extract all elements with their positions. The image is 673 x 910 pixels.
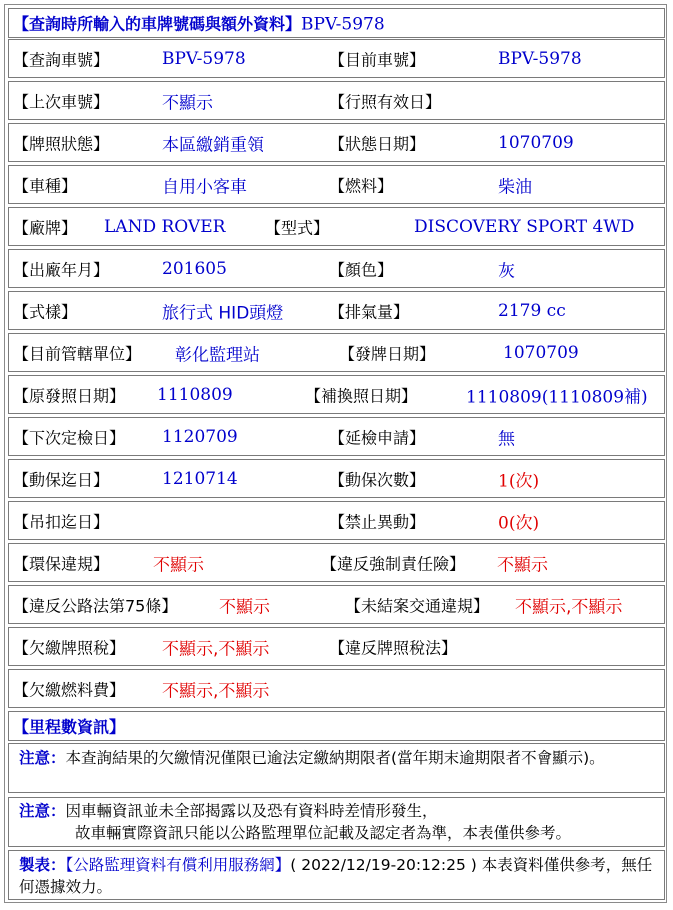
value-unpaid-fuel-fee: 不顯示,不顯示 (162, 681, 270, 701)
footer-box (8, 850, 665, 900)
label-unpaid-fuel-fee: 【欠繳燃料費】 (13, 680, 126, 699)
label-reissue-date: 【補換照日期】 (305, 386, 418, 405)
label-plate-status: 【牌照狀態】 (13, 134, 110, 153)
notice-box (8, 743, 665, 793)
value-plate-issue-date: 1070709 (503, 342, 579, 363)
table-row (8, 207, 665, 246)
value-next-inspection: 1120709 (162, 426, 238, 447)
label-status-date: 【狀態日期】 (329, 134, 426, 153)
value-previous-plate: 不顯示 (162, 93, 213, 113)
table-row (8, 417, 665, 456)
label-insurance-violation: 【違反強制責任險】 (321, 554, 466, 573)
table-row (8, 249, 665, 288)
value-jurisdiction: 彰化監理站 (175, 345, 260, 365)
disclaimer-box (8, 797, 665, 847)
label-open-traffic-violations: 【未結案交通違規】 (345, 596, 490, 615)
label-brand: 【廠牌】 (13, 218, 78, 237)
header-title (13, 12, 385, 35)
label-environmental-violation: 【環保違規】 (13, 554, 110, 573)
label-suspension-end-date: 【吊扣迄日】 (13, 512, 110, 531)
query-header (8, 8, 665, 38)
value-manufacture-date: 201605 (162, 258, 227, 279)
footer-text (19, 854, 658, 898)
label-color: 【顏色】 (329, 260, 394, 279)
value-fuel: 柴油 (498, 177, 532, 197)
value-color: 灰 (498, 261, 515, 281)
label-manufacture-date: 【出廠年月】 (13, 260, 110, 279)
label-transfer-ban: 【禁止異動】 (329, 512, 426, 531)
disclaimer-text (19, 800, 658, 844)
value-original-license-date: 1110809 (157, 384, 233, 405)
table-row (8, 543, 665, 582)
value-current-plate: BPV-5978 (498, 48, 582, 69)
value-body-style: 旅行式 HID頭燈 (162, 303, 284, 323)
table-row (8, 291, 665, 330)
label-vehicle-type: 【車種】 (13, 176, 78, 195)
label-current-plate: 【目前車號】 (329, 50, 426, 69)
label-jurisdiction: 【目前管轄單位】 (13, 344, 142, 363)
table-row (8, 165, 665, 204)
notice-label: 注意： (19, 749, 66, 767)
table-row (8, 81, 665, 120)
value-displacement: 2179 cc (498, 300, 566, 321)
value-vehicle-type: 自用小客車 (162, 177, 247, 197)
table-row (8, 585, 665, 624)
table-row (8, 501, 665, 540)
header-plate: BPV-5978 (301, 14, 385, 35)
value-brand: LAND ROVER (104, 216, 226, 237)
mileage-title: 【里程數資訊】 (13, 717, 126, 737)
label-previous-plate: 【上次車號】 (13, 92, 110, 111)
mileage-section (8, 711, 665, 741)
footer-timestamp-note: ( 2022/12/19-20:12:25 ) 本表資料僅供參考，無任何憑據效力。 (19, 856, 653, 896)
value-inspection-extension: 無 (498, 429, 515, 449)
value-lien-count: 1(次) (498, 471, 540, 491)
footer-service-name: 【公路監理資料有償利用服務網】 (65, 856, 291, 874)
value-environmental-violation: 不顯示 (153, 555, 204, 575)
label-plate-issue-date: 【發牌日期】 (339, 344, 436, 363)
disclaimer-line-2: 故車輛實際資訊只能以公路監理單位記載及認定者為準，本表僅供參考。 (75, 824, 572, 842)
label-body-style: 【式樣】 (13, 302, 78, 321)
value-open-traffic-violations: 不顯示,不顯示 (515, 597, 623, 617)
table-row (8, 627, 665, 666)
disclaimer-label: 注意： (19, 802, 66, 820)
label-lien-end-date: 【動保迄日】 (13, 470, 110, 489)
notice-body: 本查詢結果的欠繳情況僅限已逾法定繳納期限者(當年期末逾期限者不會顯示)。 (65, 749, 605, 767)
value-status-date: 1070709 (498, 132, 574, 153)
disclaimer-line-1: 因車輛資訊並未全部揭露以及恐有資料時差情形發生， (65, 802, 438, 820)
value-insurance-violation: 不顯示 (497, 555, 548, 575)
value-query-plate: BPV-5978 (162, 48, 246, 69)
table-row (8, 123, 665, 162)
value-transfer-ban: 0(次) (498, 513, 540, 533)
label-query-plate: 【查詢車號】 (13, 50, 110, 69)
label-next-inspection: 【下次定檢日】 (13, 428, 126, 447)
label-fuel: 【燃料】 (329, 176, 394, 195)
label-unpaid-license-tax: 【欠繳牌照稅】 (13, 638, 126, 657)
table-row (8, 669, 665, 708)
header-title-text: 【查詢時所輸入的車牌號碼與額外資料】 (13, 14, 302, 34)
value-lien-end-date: 1210714 (162, 468, 238, 489)
table-row (8, 333, 665, 372)
value-plate-status: 本區繳銷重領 (162, 135, 264, 155)
value-model: DISCOVERY SPORT 4WD (414, 216, 635, 237)
label-inspection-extension: 【延檢申請】 (329, 428, 426, 447)
label-lien-count: 【動保次數】 (329, 470, 426, 489)
table-row (8, 459, 665, 498)
label-license-valid-date: 【行照有效日】 (329, 92, 442, 111)
value-unpaid-license-tax: 不顯示,不顯示 (162, 639, 270, 659)
label-highway-act-violation: 【違反公路法第75條】 (13, 596, 178, 615)
table-row (8, 39, 665, 78)
table-row (8, 375, 665, 414)
notice-text (19, 747, 658, 769)
footer-label: 製表： (19, 856, 66, 874)
value-highway-act-violation: 不顯示 (219, 597, 270, 617)
label-model: 【型式】 (265, 218, 330, 237)
label-license-tax-violation: 【違反牌照稅法】 (329, 638, 458, 657)
value-reissue-date: 1110809(1110809補) (466, 387, 648, 407)
label-original-license-date: 【原發照日期】 (13, 386, 126, 405)
label-displacement: 【排氣量】 (329, 302, 410, 321)
